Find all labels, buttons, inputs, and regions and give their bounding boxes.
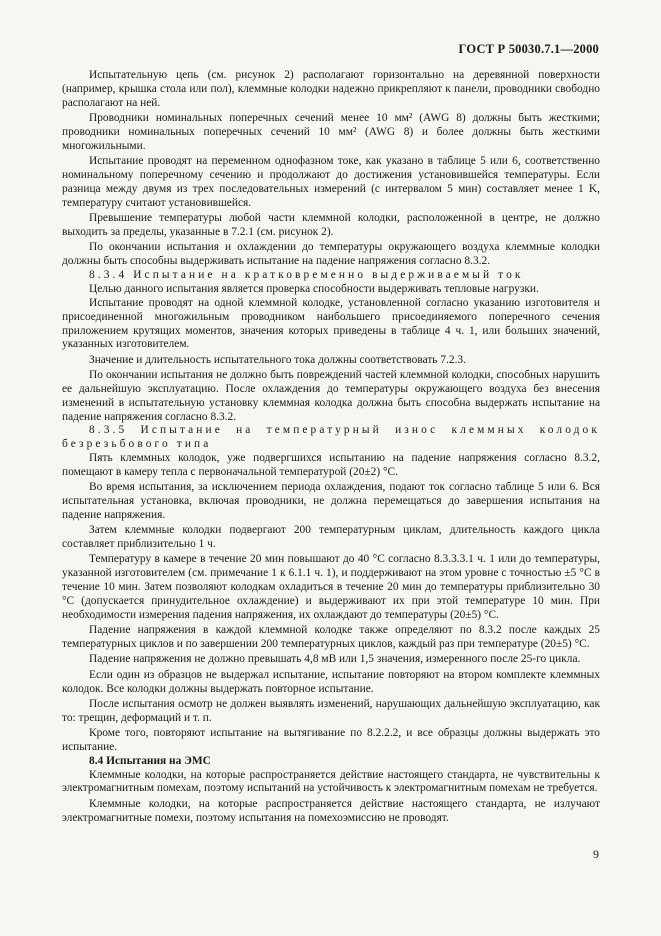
paragraph: Испытание проводят на переменном однофазном токе, как указано в таблице 5 или 6, соответственно номинальному поперечному сечению и продолжают до достижения установившейся температуры. Если разница между двумя из трех последовательных измерений (с интервалом 5 мин) составляет менее 1 K, температуру считают установившейся. <box>62 155 600 209</box>
paragraph: Испытание проводят на одной клеммной колодке, установленной согласно указанию изготовителя и присоединенной многожильным проводником наибольшего присоединяемого поперечного сечения приложением крутящих моментов, значения которых приведены в таблице 4 ч. 1, или больших значений, указанных изготовителем. <box>62 296 600 351</box>
paragraph: После испытания осмотр не должен выявлять изменений, нарушающих дальнейшую эксплуатацию, как то: трещин, деформаций и т. п. <box>62 697 600 724</box>
paragraph: Проводники номинальных поперечных сечений менее 10 мм² (AWG 8) должны быть жесткими; проводники номинальных поперечных сечений 10 мм² (AWG 8) и более должны быть жесткими многожильными. <box>62 112 600 152</box>
document-body <box>62 69 600 827</box>
paragraph: Падение напряжения в каждой клеммной колодке также определяют по 8.3.2 после каждых 25 температурных циклов и по завершении 200 температурных циклов, каждый раз при температуре (20±5) °C. <box>62 624 600 651</box>
paragraph: Пять клеммных колодок, уже подвергшихся испытанию на падение напряжения согласно 8.3.2, помещают в камеру тепла с первоначальной температурой (20±2) °C. <box>62 452 600 479</box>
paragraph: Превышение температуры любой части клеммной колодки, расположенной в центре, не должно выходить за пределы, указанные в 7.2.1 (см. рисунок 2). <box>62 211 600 238</box>
section-heading-8-3-5: 8.3.5 Испытание на температурный износ клеммных колодок безрезьбового типа <box>62 424 600 451</box>
page-number: 9 <box>593 847 599 861</box>
paragraph: Клеммные колодки, на которые распространяется действие настоящего стандарта, не излучают электромагнитные помехи, поэтому испытания на помехоэмиссию не проводят. <box>62 797 600 824</box>
paragraph: Затем клеммные колодки подвергают 200 температурным циклам, длительность каждого цикла составляет приблизительно 1 ч. <box>62 524 600 551</box>
paragraph: Кроме того, повторяют испытание на вытягивание по 8.2.2.2, и все образцы должны выдержать это испытание. <box>62 726 600 753</box>
paragraph: Падение напряжения не должно превышать 4,8 мВ или 1,5 значения, измеренного после 25-го цикла. <box>89 653 581 666</box>
paragraph: Если один из образцов не выдержал испытание, испытание повторяют на втором комплекте клеммных колодок. Все колодки должны выдержать повторное испытание. <box>62 668 600 695</box>
paragraph: Целью данного испытания является проверка способности выдерживать тепловые нагрузки. <box>89 282 539 295</box>
paragraph: Температуру в камере в течение 20 мин повышают до 40 °C согласно 8.3.3.3.1 ч. 1 или до температуры, указанной изготовителем (см. примечание 1 к 6.1.1 ч. 1), и поддерживают на этом уровне с точностью ±5 °C в течение 10 мин. Затем позволяют колодкам охладиться в течение 20 мин до температуры приблизительно 30 °C (допускается принудительное охлаждение) и выдерживают их при этой температуре 10 мин. При необходимости измерения падения напряжения, их охлаждают до температуры (20±5) °C. <box>62 553 600 622</box>
paragraph: По окончании испытания не должно быть повреждений частей клеммной колодки, способных нарушить ее дальнейшую эксплуатацию. После охлаждения до температуры окружающего воздуха без внесения изменений в испытательную установку клеммная колодка должна быть способна выдержать испытание на падение напряжения согласно 8.3.2. <box>62 368 600 423</box>
section-heading-8-4: 8.4 Испытания на ЭМС <box>89 754 211 767</box>
paragraph: Значение и длительность испытательного тока должны соответствовать 7.2.3. <box>89 353 466 366</box>
paragraph: Во время испытания, за исключением периода охлаждения, подают ток согласно таблице 5 или 6. Вся испытательная установка, включая проводники, не должна перемещаться до завершения испытания на падение напряжения. <box>62 481 600 522</box>
paragraph: По окончании испытания и охлаждении до температуры окружающего воздуха клеммные колодки должны быть способны выдерживать испытание на падение напряжения согласно 8.3.2. <box>62 241 600 267</box>
paragraph: Клеммные колодки, на которые распространяется действие настоящего стандарта, не чувствительны к электромагнитным помехам, поэтому испытаний на устойчивость к электромагнитным помехам не требуется. <box>62 768 600 795</box>
paragraph: Испытательную цепь (см. рисунок 2) располагают горизонтально на деревянной поверхности (например, крышка стола или пол), клеммные колодки надежно прикрепляют к панели, проводники свободно располагают на ней. <box>62 69 600 109</box>
document-number-header: ГОСТ Р 50030.7.1—2000 <box>458 42 599 56</box>
section-heading-8-3-4: 8.3.4 Испытание на кратковременно выдерживаемый ток <box>89 268 524 281</box>
